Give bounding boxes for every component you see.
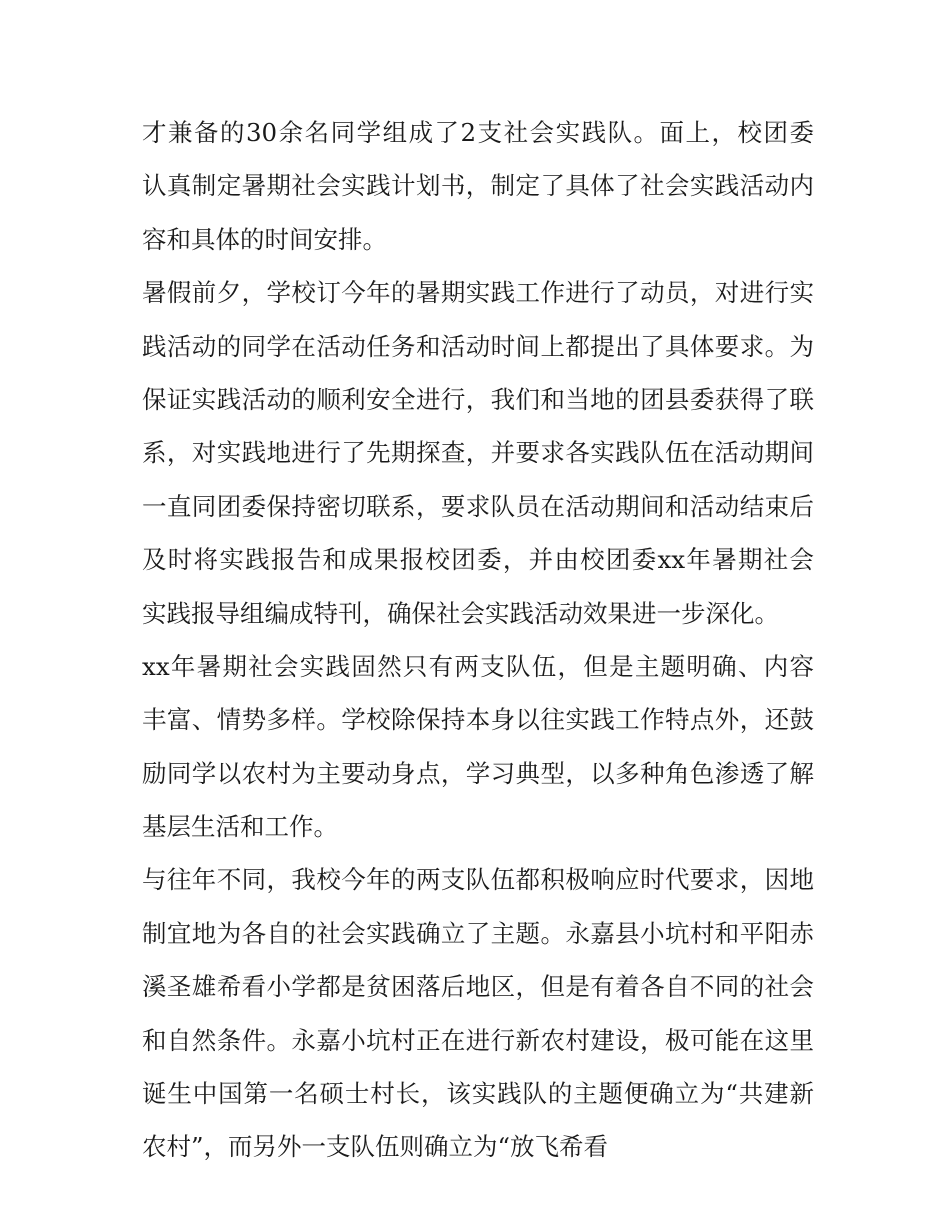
text-line: 农村”，而另外一支队伍则确立为“放飞希看 (142, 1132, 609, 1162)
document-body (142, 106, 814, 1174)
text-line: 系，对实践地进行了先期探查，并要求各实践队伍在活动期间 (142, 438, 814, 468)
paragraph-1 (142, 106, 814, 266)
text-line: 实践报导组编成特刊，确保社会实践活动效果进一步深化。 (142, 598, 779, 628)
text-line: 践活动的同学在活动任务和活动时间上都提出了具体要求。为 (142, 331, 814, 361)
text-line: 容和具体的时间安排。 (142, 224, 387, 254)
text-line: 暑假前夕，学校订今年的暑期实践工作进行了动员，对进行实 (142, 278, 814, 308)
paragraph-2 (142, 266, 814, 640)
text-line: 认真制定暑期社会实践计划书，制定了具体了社会实践活动内 (142, 171, 814, 201)
text-line: 保证实践活动的顺利安全进行，我们和当地的团县委获得了联 (142, 384, 814, 414)
text-line: 基层生活和工作。 (142, 812, 338, 842)
text-line: 励同学以农村为主要动身点，学习典型，以多种角色渗透了解 (142, 758, 814, 788)
text-line: 溪圣雄希看小学都是贫困落后地区，但是有着各自不同的社会 (142, 972, 814, 1002)
text-line: xx年暑期社会实践固然只有两支队伍，但是主题明确、内容 (142, 651, 814, 681)
paragraph-3 (142, 640, 814, 854)
text-line: 与往年不同，我校今年的两支队伍都积极响应时代要求，因地 (142, 865, 814, 895)
text-line: 及时将实践报告和成果报校团委，并由校团委xx年暑期社会 (142, 545, 814, 575)
text-line: 制宜地为各自的社会实践确立了主题。永嘉县小坑村和平阳赤 (142, 918, 814, 948)
text-line: 诞生中国第一名硕士村长，该实践队的主题便确立为“共建新 (142, 1079, 814, 1109)
text-line: 才兼备的30余名同学组成了2支社会实践队。面上，校团委 (142, 118, 814, 147)
text-line: 和自然条件。永嘉小坑村正在进行新农村建设，极可能在这里 (142, 1025, 814, 1055)
text-line: 丰富、情势多样。学校除保持本身以往实践工作特点外，还鼓 (142, 705, 814, 735)
text-line: 一直同团委保持密切联系，要求队员在活动期间和活动结束后 (142, 491, 814, 521)
paragraph-4 (142, 853, 814, 1173)
